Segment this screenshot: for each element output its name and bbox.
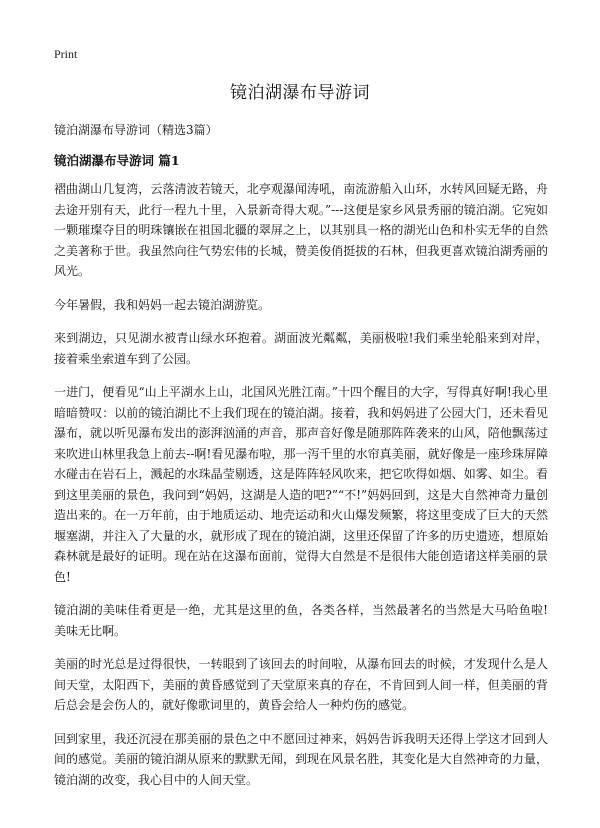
paragraph-1: 褶曲湖山几复湾，云落清波若镜天，北亭观瀑闻涛吼，南流游船入山环，水转风回疑无路，舟去途开别有天，此行一程九十里，入景新奇得大观。”---这便是家乡风景秀丽的镜泊湖。它宛如一颗璀璨夺目的明珠镶嵌在祖国北疆的翠屏之上，以其别具一格的湖光山色和朴实无华的自然之美著称于世。我虽然向往气势宏伟的长城，赞美俊俏挺拔的石林，但我更喜欢镜泊湖秀丽的风光。 [54, 182, 548, 278]
article-body [54, 179, 548, 803]
paragraph-3: 来到湖边，只见湖水被青山绿水环抱着。湖面波光粼粼，美丽极啦!我们乘坐轮船来到对岸，接着乘坐索道车到了公园。 [54, 331, 548, 366]
document-subtitle: 镜泊湖瀑布导游词（精选3篇） [54, 123, 218, 137]
page-title: 镜泊湖瀑布导游词 [230, 83, 370, 103]
paragraph-2: 今年暑假，我和妈妈一起去镜泊湖游览。 [54, 297, 271, 312]
paragraph-6: 美丽的时光总是过得很快，一转眼到了该回去的时间啦，从瀑布回去的时候，才发现什么是人间天堂，太阳西下，美丽的黄昏感觉到了天堂原来真的存在，不肯回到人间一样，但美丽的背后总会是会伤人的，就好像歌词里的，黄昏会给人一种灼伤的感觉。 [54, 657, 548, 712]
paragraph-4: 一进门，便看见“山上平湖水上山，北国风光胜江南。”十四个醒目的大字，写得真好啊!我心里暗暗赞叹：以前的镜泊湖比不上我们现在的镜泊湖。接着，我和妈妈进了公园大门，还未看见瀑布，就以听见瀑布发出的澎湃汹涌的声音，那声音好像是随那阵阵袭来的山风，陪他飘荡过来吹进山林里我急上前去--啊!看见瀑布啦，那一泻千里的水帘真美丽，就好像是一座珍珠屏障水碰击在岩石上，溅起的水珠晶莹剔透，这是阵阵轻风吹来，把它吹得如烟、如雾、如尘。看到这里美丽的景色，我问到“妈妈，这湖是人造的吧?”“不!”妈妈回到，这是大自然神奇力量创造出来的。在一万年前，由于地质运动、地壳运动和火山爆发频繁，将这里变成了巨大的天然堰塞湖，并注入了大量的水，就形成了现在的镜泊湖，这里还保留了许多的历史遗迹，想原始森林就是最好的证明。现在站在这瀑布面前，觉得大自然是不是很伟大能创造诸这样美丽的景色! [54, 385, 548, 584]
paragraph-7: 回到家里，我还沉浸在那美丽的景色之中不愿回过神来，妈妈告诉我明天还得上学这才回到人间的感觉。美丽的镜泊湖从原来的默默无闻，到现在风景名胜，其变化是大自然神奇的力量，镜泊湖的改变，我心目中的人间天堂。 [54, 731, 548, 787]
section-heading: 镜泊湖瀑布导游词 篇1 [54, 153, 180, 168]
print-link[interactable]: Print [54, 47, 78, 61]
paragraph-5: 镜泊湖的美味佳肴更是一绝，尤其是这里的鱼，各类各样，当然最著名的当然是大马哈鱼啦!美味无比啊。 [54, 603, 548, 638]
